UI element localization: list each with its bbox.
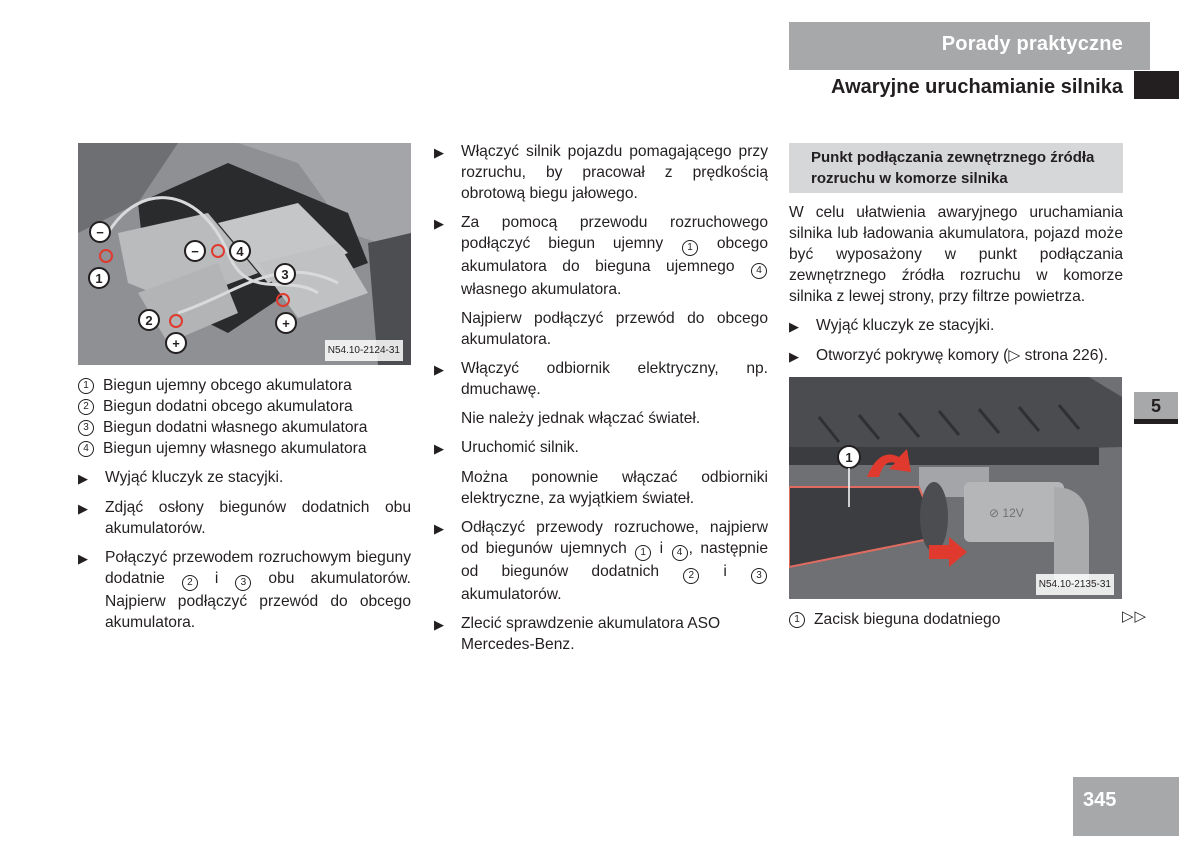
- callout-number: 4: [78, 441, 94, 457]
- bullet-arrow-icon: ▶: [434, 521, 444, 536]
- svg-text:+: +: [172, 336, 180, 351]
- bullet-arrow-icon: ▶: [434, 362, 444, 377]
- instruction-step: [789, 315, 1123, 337]
- legend-text: Biegun dodatni obcego akumulatora: [103, 398, 353, 415]
- step-text: Włączyć silnik pojazdu pomagającego przy rozruchu, by pracował z prędkością obrotową biegu jałowego.: [461, 143, 768, 202]
- callout-number: 3: [751, 568, 767, 584]
- callout-number: 1: [682, 240, 698, 256]
- jumpstart-terminal-illustration: [789, 377, 1122, 599]
- figure-code: N54.10-2124-31: [325, 340, 403, 361]
- legend-item: [789, 609, 1123, 630]
- instruction-step: [434, 517, 768, 605]
- step-text: Wyjąć kluczyk ze stacyjki.: [105, 469, 284, 486]
- page-title: Awaryjne uruchamianie silnika: [831, 76, 1123, 98]
- step-note: Nie należy jednak włączać świateł.: [461, 410, 701, 427]
- figure-legend: [78, 375, 411, 459]
- bullet-arrow-icon: ▶: [434, 617, 444, 632]
- legend-item: [78, 438, 411, 459]
- column-3: [789, 143, 1123, 630]
- section-header-bar: [789, 22, 1150, 70]
- callout-number: 2: [182, 575, 198, 591]
- page-number: 345: [1073, 777, 1179, 836]
- step-text: Wyjąć kluczyk ze stacyjki.: [816, 317, 995, 334]
- legend-text: Biegun ujemny własnego akumulatora: [103, 440, 367, 457]
- step-text: Włączyć odbiornik elektryczny, np. dmuchawę.: [461, 360, 768, 398]
- callout-number: 1: [635, 545, 651, 561]
- column-1: [78, 143, 411, 633]
- step-text: Połączyć przewodem rozruchowym bieguny dodatnie 2 i 3 obu akumulatorów. Najpierw podłączyć przewód do obcego akumulatora.: [105, 549, 411, 631]
- header-marker-block: [1134, 71, 1179, 99]
- bullet-arrow-icon: ▶: [78, 471, 88, 486]
- intro-paragraph: W celu ułatwienia awaryjnego uruchamiania silnika lub ładowania akumulatora, pojazd może być wyposażony w punkt podłączania zewnętrznego źródła rozruchu w komorze silnika z lewej strony, przy filtrze powietrza.: [789, 204, 1123, 305]
- step-text: Zdjąć osłony biegunów dodatnich obu akumulatorów.: [105, 499, 411, 537]
- bullet-arrow-icon: ▶: [78, 551, 88, 566]
- instruction-step: [434, 437, 768, 459]
- svg-text:3: 3: [281, 267, 289, 282]
- legend-item: [78, 396, 411, 417]
- svg-text:+: +: [282, 316, 290, 331]
- bullet-arrow-icon: ▶: [434, 145, 444, 160]
- bullet-arrow-icon: ▶: [434, 441, 444, 456]
- section-title: Porady praktyczne: [941, 33, 1123, 55]
- svg-text:−: −: [96, 225, 104, 240]
- instruction-step: [78, 467, 411, 489]
- legend-item: [78, 375, 411, 396]
- step-text: Otworzyć pokrywę komory (▷ strona 226).: [816, 347, 1108, 364]
- terminal-illustration-graphic: [789, 377, 1122, 599]
- callout-number: 1: [78, 378, 94, 394]
- chapter-tab: 5: [1134, 392, 1178, 424]
- figure-legend: [789, 609, 1123, 630]
- bullet-arrow-icon: ▶: [78, 501, 88, 516]
- step-text: Za pomocą przewodu rozruchowego podłączyć biegun ujemny 1 obcego akumulatora do bieguna ujemnego 4 własnego akumulatora.: [461, 214, 768, 298]
- step-text: Uruchomić silnik.: [461, 439, 579, 456]
- battery-illustration-graphic: [78, 143, 411, 365]
- battery-jumpstart-illustration: [78, 143, 411, 365]
- callout-number: 2: [78, 399, 94, 415]
- instruction-step: [78, 547, 411, 633]
- legend-text: Zacisk bieguna dodatniego: [814, 611, 1001, 628]
- step-note: Można ponownie włączać odbiorniki elektryczne, za wyjątkiem świateł.: [461, 469, 768, 507]
- legend-text: Biegun dodatni własnego akumulatora: [103, 419, 368, 436]
- instruction-step: [789, 345, 1123, 367]
- subsection-heading: Punkt podłączania zewnętrznego źródła rozruchu w komorze silnika: [789, 143, 1123, 193]
- callout-number: 1: [789, 612, 805, 628]
- callout-number: 4: [751, 263, 767, 279]
- legend-item: [78, 417, 411, 438]
- instruction-step: [434, 613, 768, 655]
- instruction-step: [434, 358, 768, 400]
- svg-text:4: 4: [236, 244, 244, 259]
- svg-text:1: 1: [95, 271, 103, 286]
- continued-next-page-icon: ▷▷: [1122, 608, 1148, 625]
- svg-text:−: −: [191, 244, 199, 259]
- column-2: [434, 141, 768, 655]
- step-text: Odłączyć przewody rozruchowe, najpierw od biegunów ujemnych 1 i 4 , następnie od biegunów dodatnich 2 i 3 akumulatorów.: [461, 519, 768, 603]
- callout-number: 2: [683, 568, 699, 584]
- callout-number: 3: [78, 420, 94, 436]
- instruction-step: [78, 497, 411, 539]
- bullet-arrow-icon: ▶: [789, 349, 799, 364]
- svg-text:1: 1: [845, 450, 853, 465]
- step-text: Zlecić sprawdzenie akumulatora ASO Mercedes-Benz.: [461, 615, 721, 653]
- bullet-arrow-icon: ▶: [434, 216, 444, 231]
- step-note: Najpierw podłączyć przewód do obcego akumulatora.: [461, 310, 768, 348]
- bullet-arrow-icon: ▶: [789, 319, 799, 334]
- legend-text: Biegun ujemny obcego akumulatora: [103, 377, 352, 394]
- instruction-step: [434, 141, 768, 204]
- svg-text:2: 2: [145, 313, 153, 328]
- voltage-marking: ⊘ 12V: [989, 506, 1024, 520]
- callout-number: 3: [235, 575, 251, 591]
- figure-code: N54.10-2135-31: [1036, 574, 1114, 595]
- callout-number: 4: [672, 545, 688, 561]
- instruction-step: [434, 212, 768, 300]
